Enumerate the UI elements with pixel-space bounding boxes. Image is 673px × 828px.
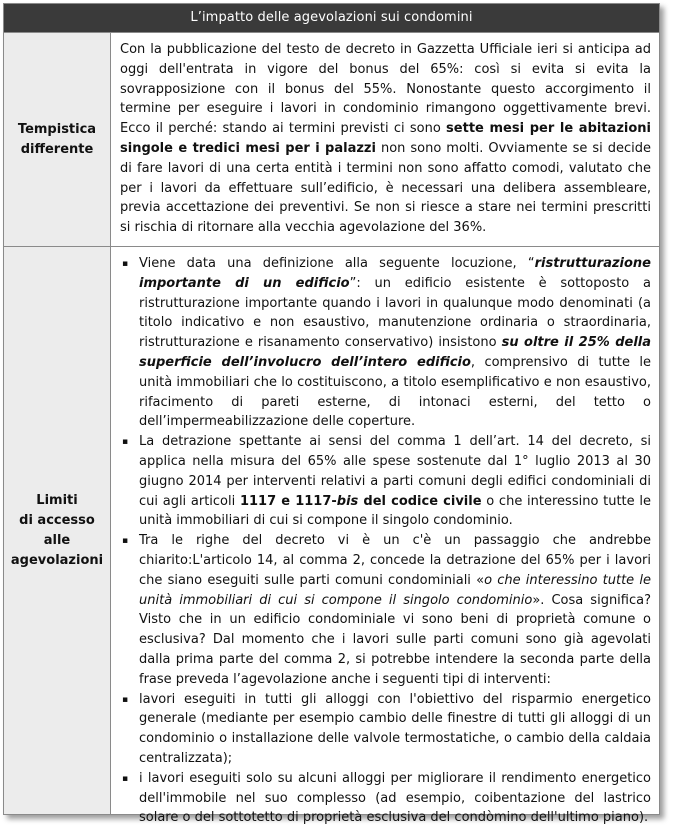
- bold-italic-text: bis: [336, 493, 359, 509]
- table-title: L’impatto delle agevolazioni sui condomini: [4, 4, 659, 32]
- row-limiti: [4, 246, 659, 826]
- text-run: Viene data una definizione alla seguente locuzione, “: [139, 256, 535, 271]
- list-item: [120, 432, 651, 531]
- bold-text: del codice civile: [358, 493, 482, 509]
- bold-text: sette mesi per le abitazioni singole e tredici mesi per i palazzi: [120, 121, 651, 156]
- bold-italic-text: ristrutturazione importante di un edificio: [139, 256, 651, 291]
- bullet-icon: ▪: [122, 694, 129, 705]
- bullet-list: [120, 254, 651, 828]
- list-item: [120, 531, 651, 689]
- bullet-icon: ▪: [122, 259, 129, 269]
- text-run: , comprensivo di tutte le unità immobiliari che lo costituiscono, a titolo esemplificativo e non esaustivo, rifacimento di pareti esterne, di intonaci esterni, del tetto o dell’impermeabilizzazione delle coperture.: [139, 354, 651, 430]
- bold-italic-text: su oltre il 25% della superficie dell’involucro dell’intero edificio: [139, 335, 652, 370]
- text-run: non sono molti. Ovviamente se si decide di fare lavori di una certa entità i termini non sono affatto comodi, valutato che per i lavori da effettuare sull’edificio, è necessari una delibera assembleare, previa accettazione dei preventivi. Se non si riesce a stare nei termini prescritti si rischia di ritornare alla vecchia agevolazione del 36%.: [120, 140, 651, 236]
- row-label-line: agevolazioni: [10, 552, 104, 568]
- text-run: lavori eseguiti in tutti gli alloggi con l'obiettivo del risparmio energetico generale (mediante per esempio cambio delle finestre di tutti gli alloggi di un condominio o installazione delle valvole termostatiche, o cambio della caldaia centralizzata);: [139, 691, 651, 766]
- bold-text: 1117 e 1117-: [239, 493, 337, 509]
- row-label: [4, 33, 111, 246]
- text-run: ”: un edificio esistente è sottoposto a ristrutturazione importante quando i lavori in qualunque modo denominati (a titolo indicativo e non esaustivo, manutenzione ordinaria o straordinaria, ristrutturazione e risanamento conservativo) insistono: [139, 275, 651, 351]
- list-item: [120, 690, 651, 769]
- italic-text: o che interessino tutte le unità immobiliari di cui si compone il singolo condominio: [139, 572, 651, 608]
- bullet-icon: ▪: [122, 536, 129, 547]
- row-label-line: Limiti: [36, 492, 78, 508]
- list-item: [120, 769, 651, 828]
- text-run: Con la pubblicazione del testo de decreto in Gazzetta Ufficiale ieri si anticipa ad oggi dell'entrata in vigore del bonus del 65%: così si evita si evita la sovrapposizione con il bonus del 55%. Nonostante questo accorgimento il termine per eseguire i lavori in condominio rimangono oggettivamente brevi. Ecco il perché: stando ai termini previsti ci sono: [120, 42, 651, 137]
- paragraph: [120, 40, 651, 238]
- text-run: i lavori eseguiti solo su alcuni alloggi per migliorare il rendimento energetico dell'immobile nel suo complesso (ad esempio, coibentazione del lastrico solare o del sottotetto di proprietà esclusiva del condòmino dell'ultimo piano).: [139, 770, 651, 826]
- text-run: ». Cosa significa? Visto che in un edificio condominiale vi sono beni di proprietà comune o esclusiva? Dal momento che i lavori sulle parti comuni sono già agevolati dalla prima parte del comma 2, si potrebbe intendere la seconda parte della frase preveda l’agevolazione anche i seguenti tipi di interventi:: [139, 592, 651, 687]
- row-label-line: alle: [43, 532, 71, 548]
- bullet-icon: ▪: [122, 773, 129, 784]
- row-label: [4, 247, 111, 814]
- bullet-icon: ▪: [122, 437, 129, 448]
- list-item: [120, 254, 651, 432]
- info-table: [3, 3, 660, 826]
- row-label-line: di accesso: [19, 512, 95, 528]
- row-label-line: differente: [20, 141, 94, 157]
- row-tempistica: [4, 32, 659, 246]
- row-label-line: Tempistica: [17, 121, 97, 137]
- row-content: [111, 247, 659, 826]
- row-content: [111, 33, 659, 246]
- text-run: o che interessino tutte le unità immobiliari di cui si compone il singolo condominio.: [139, 493, 651, 529]
- text-run: Tra le righe del decreto vi è un c'è un passaggio che andrebbe chiarito:L'articolo 14, al comma 2, concede la detrazione del 65% per i lavori che siano eseguiti sulle parti comuni condominiali «: [139, 533, 651, 588]
- text-run: La detrazione spettante ai sensi del comma 1 dell’art. 14 del decreto, si applica nella misura del 65% alle spese sostenute dal 1° luglio 2013 al 30 giugno 2014 per interventi relativi a parti comuni degli edifici condominiali di cui agli articoli: [139, 434, 651, 509]
